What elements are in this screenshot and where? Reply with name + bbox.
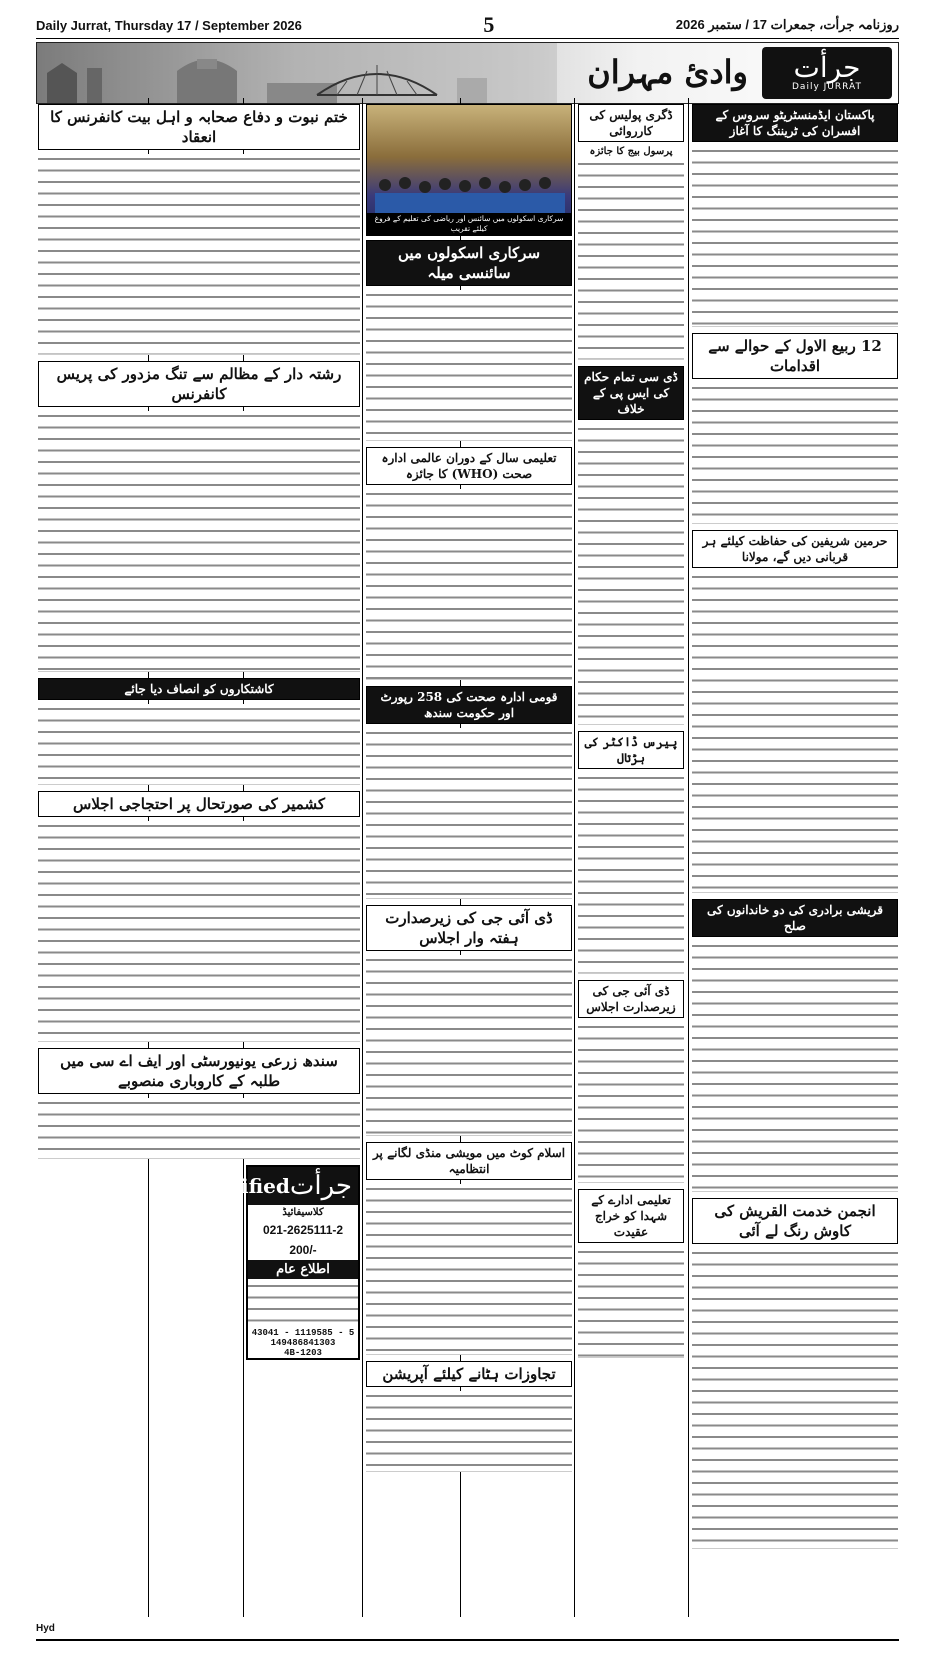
logo-english-text: Daily JURRAT [792, 82, 862, 92]
headline: سندھ زرعی یونیورسٹی اور ایف اے سی میں طلبہ کے کاروباری منصوبے [38, 1048, 360, 1094]
section-title: وادیٔ مہران [587, 53, 748, 91]
article-body [38, 411, 360, 672]
headline: کاشتکاروں کو انصاف دیا جائے [38, 678, 360, 700]
column-center [366, 100, 572, 1478]
photo-caption: سرکاری اسکولوں میں سائنس اور ریاضی کی تعلیم کے فروغ کیلئے تقریب [367, 213, 571, 235]
headline: سرکاری اسکولوں میں سائنسی میلہ [366, 240, 572, 286]
article-body [692, 941, 898, 1192]
masthead-date-english: Daily Jurrat, Thursday 17 / September 2026 [36, 17, 302, 33]
headline: تجاوزات ہٹانے کیلئے آپریشن [366, 1361, 572, 1387]
article-body [366, 955, 572, 1136]
headline: انجمن خدمت القریش کی کاوش رنگ لے آئی [692, 1198, 898, 1244]
classified-label: کلاسیفائیڈ [282, 1207, 324, 1218]
article-body [578, 424, 684, 725]
notice-number: 43041 - 1119585 - 5 [251, 1328, 355, 1338]
headline: ڈی آئی جی کی زیرصدارت اجلاس [578, 980, 684, 1018]
classified-logo: جرأت [289, 1171, 352, 1201]
footer-city: Hyd [36, 1623, 55, 1634]
headline: ختم نبوت و دفاع صحابہ و اہل بیت کانفرنس کا انعقاد [38, 104, 360, 150]
headline: ڈی آئی جی کی زیرصدارت ہفتہ وار اجلاس [366, 905, 572, 951]
masthead-rule [36, 38, 899, 39]
notice-number: 4B-1203 [284, 1348, 322, 1358]
article-body [38, 704, 360, 785]
article-body [366, 1184, 572, 1355]
headline: اسلام کوٹ میں مویشی منڈی لگانے پر انتظامیہ [366, 1142, 572, 1180]
page-number: 5 [483, 12, 495, 37]
article-body [38, 154, 360, 355]
column-2 [578, 100, 684, 1364]
article-body [366, 1391, 572, 1472]
column-divider [574, 98, 575, 1617]
classified-header [182, 1167, 358, 1205]
jurrat-logo [762, 47, 892, 99]
headline: قومی ادارہ صحت کی 258 رپورٹ اور حکومت سندھ [366, 686, 572, 724]
headline: قریشی برادری کی دو خاندانوں کی صلح [692, 899, 898, 937]
article-body [692, 146, 898, 327]
headline: تعلیمی سال کے دوران عالمی ادارہ صحت (WHO) کا جائزہ [366, 447, 572, 485]
subheadline: پرسول بیج کا جائزہ [589, 146, 673, 157]
event-photo [366, 104, 572, 236]
headline: 12 ربیع الاول کے حوالے سے اقدامات [692, 333, 898, 379]
classified-title-english: Classified [182, 1174, 290, 1198]
article-body [578, 159, 684, 360]
article-body [578, 773, 684, 974]
article-body [366, 489, 572, 680]
headline: تعلیمی ادارے کے شہدا کو خراج عقیدت [578, 1189, 684, 1243]
headline: کشمیر کی صورتحال پر احتجاجی اجلاس [38, 791, 360, 817]
headline: ڈگری پولیس کی کارروائی [578, 104, 684, 142]
article-body [578, 1247, 684, 1358]
article-body [692, 572, 898, 893]
notice-number: 149486841303 [270, 1338, 336, 1348]
article-body [692, 1248, 898, 1549]
classified-phone[interactable]: 021-2625111-2 [262, 1223, 344, 1237]
article-body [366, 728, 572, 899]
article-body [38, 1098, 360, 1159]
masthead-bar [36, 14, 899, 36]
column-divider [688, 98, 689, 1617]
article-body [366, 290, 572, 441]
page-footer [36, 1623, 899, 1641]
article-body [578, 1022, 684, 1183]
section-banner [36, 42, 899, 104]
notice-body [248, 1281, 358, 1322]
headline: ڈی سی تمام حکام کی ایس پی کے خلاف [578, 366, 684, 420]
logo-urdu-text: جرأت [793, 51, 861, 84]
column-divider [362, 98, 363, 1617]
public-notice-title: اطلاع عام [248, 1260, 358, 1279]
classified-box [182, 1165, 360, 1360]
column-right [692, 100, 898, 1555]
headline: حرمین شریفین کی حفاظت کیلئے ہر قربانی دیں گے، مولانا [692, 530, 898, 568]
masthead-date-urdu: روزنامہ جرأت، جمعرات 17 / ستمبر 2026 [675, 17, 899, 32]
headline: پاکستان ایڈمنسٹریٹو سروس کے افسران کی ٹریننگ کا آغاز [692, 104, 898, 142]
article-body [38, 821, 360, 1042]
headline: پیرس ڈاکٹر کی ہڑتال [578, 731, 684, 769]
skyline-illustration [37, 43, 557, 103]
article-body [692, 383, 898, 524]
column-left [38, 100, 360, 1360]
classified-price: 200/- [289, 1243, 317, 1257]
headline: رشتہ دار کے مظالم سے تنگ مزدور کی پریس کانفرنس [38, 361, 360, 407]
